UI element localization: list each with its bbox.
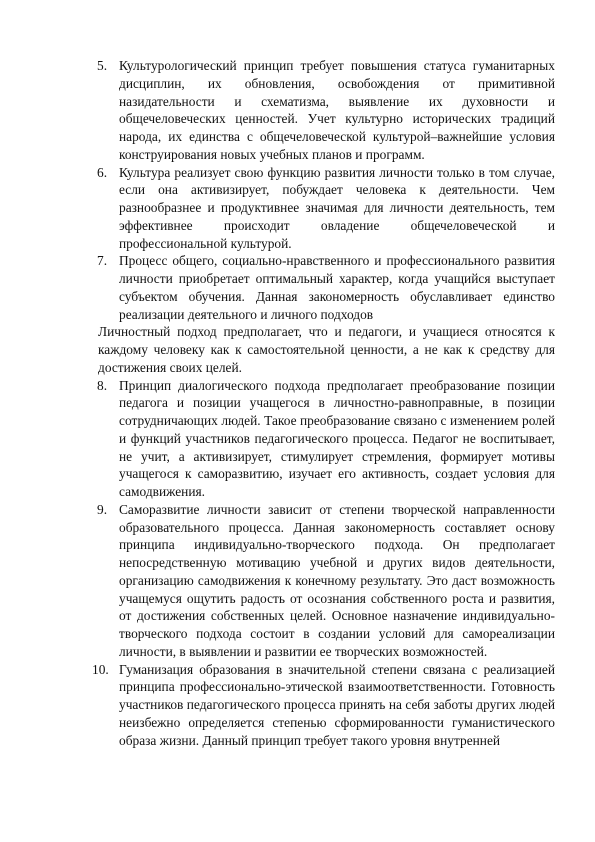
item-number: 8. xyxy=(97,377,108,393)
item-text: Гуманизация образования в значительной степени связана с реализацией принципа профессионально-этической взаимоответственности. Готовность участников педагогического процесса принять на себя заботы других людей неизбежно определяется степенью сформированности гуманистического образа жизни. Данный принцип требует такого уровня внутренней xyxy=(119,661,555,748)
list-item-8 xyxy=(97,377,555,501)
item-number: 10. xyxy=(92,661,109,677)
item-number: 6. xyxy=(97,164,108,180)
list-item-9 xyxy=(97,501,555,661)
item-text: Процесс общего, социально-нравственного и профессионального развития личности приобретает оптимальный характер, когда учащийся выступает субъектом обучения. Данная закономерность обуславливает единство реализации деятельного и личного подходов xyxy=(119,253,555,322)
list-item-6 xyxy=(97,164,555,253)
list-item-5 xyxy=(97,57,555,164)
item-text: Принцип диалогического подхода предполагает преобразование позиции педагога и позиции учащегося в личностно-равноправные, в позиции сотрудничающих людей. Такое преобразование связано с изменением ролей и функций участников педагогического процесса. Педагог не воспитывает, не учит, а активизирует, стимулирует стремления, формирует мотивы учащегося к саморазвитию, изучает его активность, создает условия для самодвижения. xyxy=(119,377,555,499)
item-text: Саморазвитие личности зависит от степени творческой направленности образовательного процесса. Данная закономерность составляет основу принципа индивидуально-творческого подхода. Он предполагает непосредственную мотивацию учебной и других видов деятельности, организацию самодвижения к конечному результату. Это даст возможность учащемуся ощутить радость от осознания собственного роста и развития, от достижения собственных целей. Основное назначение индивидуально-творческого подхода состоит в создании условий для самореализации личности, в выявлении и развитии ее творческих возможностей. xyxy=(119,501,555,659)
item-number: 9. xyxy=(97,501,108,517)
item-text: Культура реализует свою функцию развития личности только в том случае, если она активизирует, побуждает человека к деятельности. Чем разнообразнее и продуктивнее значимая для личности деятельность, тем эффективнее происходит овладение общечеловеческой и профессиональной культурой. xyxy=(119,164,555,251)
list-item-7 xyxy=(97,252,555,323)
paragraph-text: Личностный подход предполагает, что и педагоги, и учащиеся относятся к каждому человеку как к самостоятельной ценности, а не как к средству для достижения своих целей. xyxy=(98,324,555,375)
item-number: 5. xyxy=(97,58,108,73)
list-item-10 xyxy=(92,661,555,750)
item-text: Культурологический принцип требует повышения статуса гуманитарных дисциплин, их обновления, освобождения от примитивной назидательности и схематизма, выявление их духовности и общечеловеческих ценностей. Учет культурно исторических традиций народа, их единства с общечеловеческой культурой–важнейшие условия конструирования новых учебных планов и программ. xyxy=(119,58,555,162)
paragraph-personal-approach xyxy=(98,323,555,376)
item-number: 7. xyxy=(97,253,108,269)
